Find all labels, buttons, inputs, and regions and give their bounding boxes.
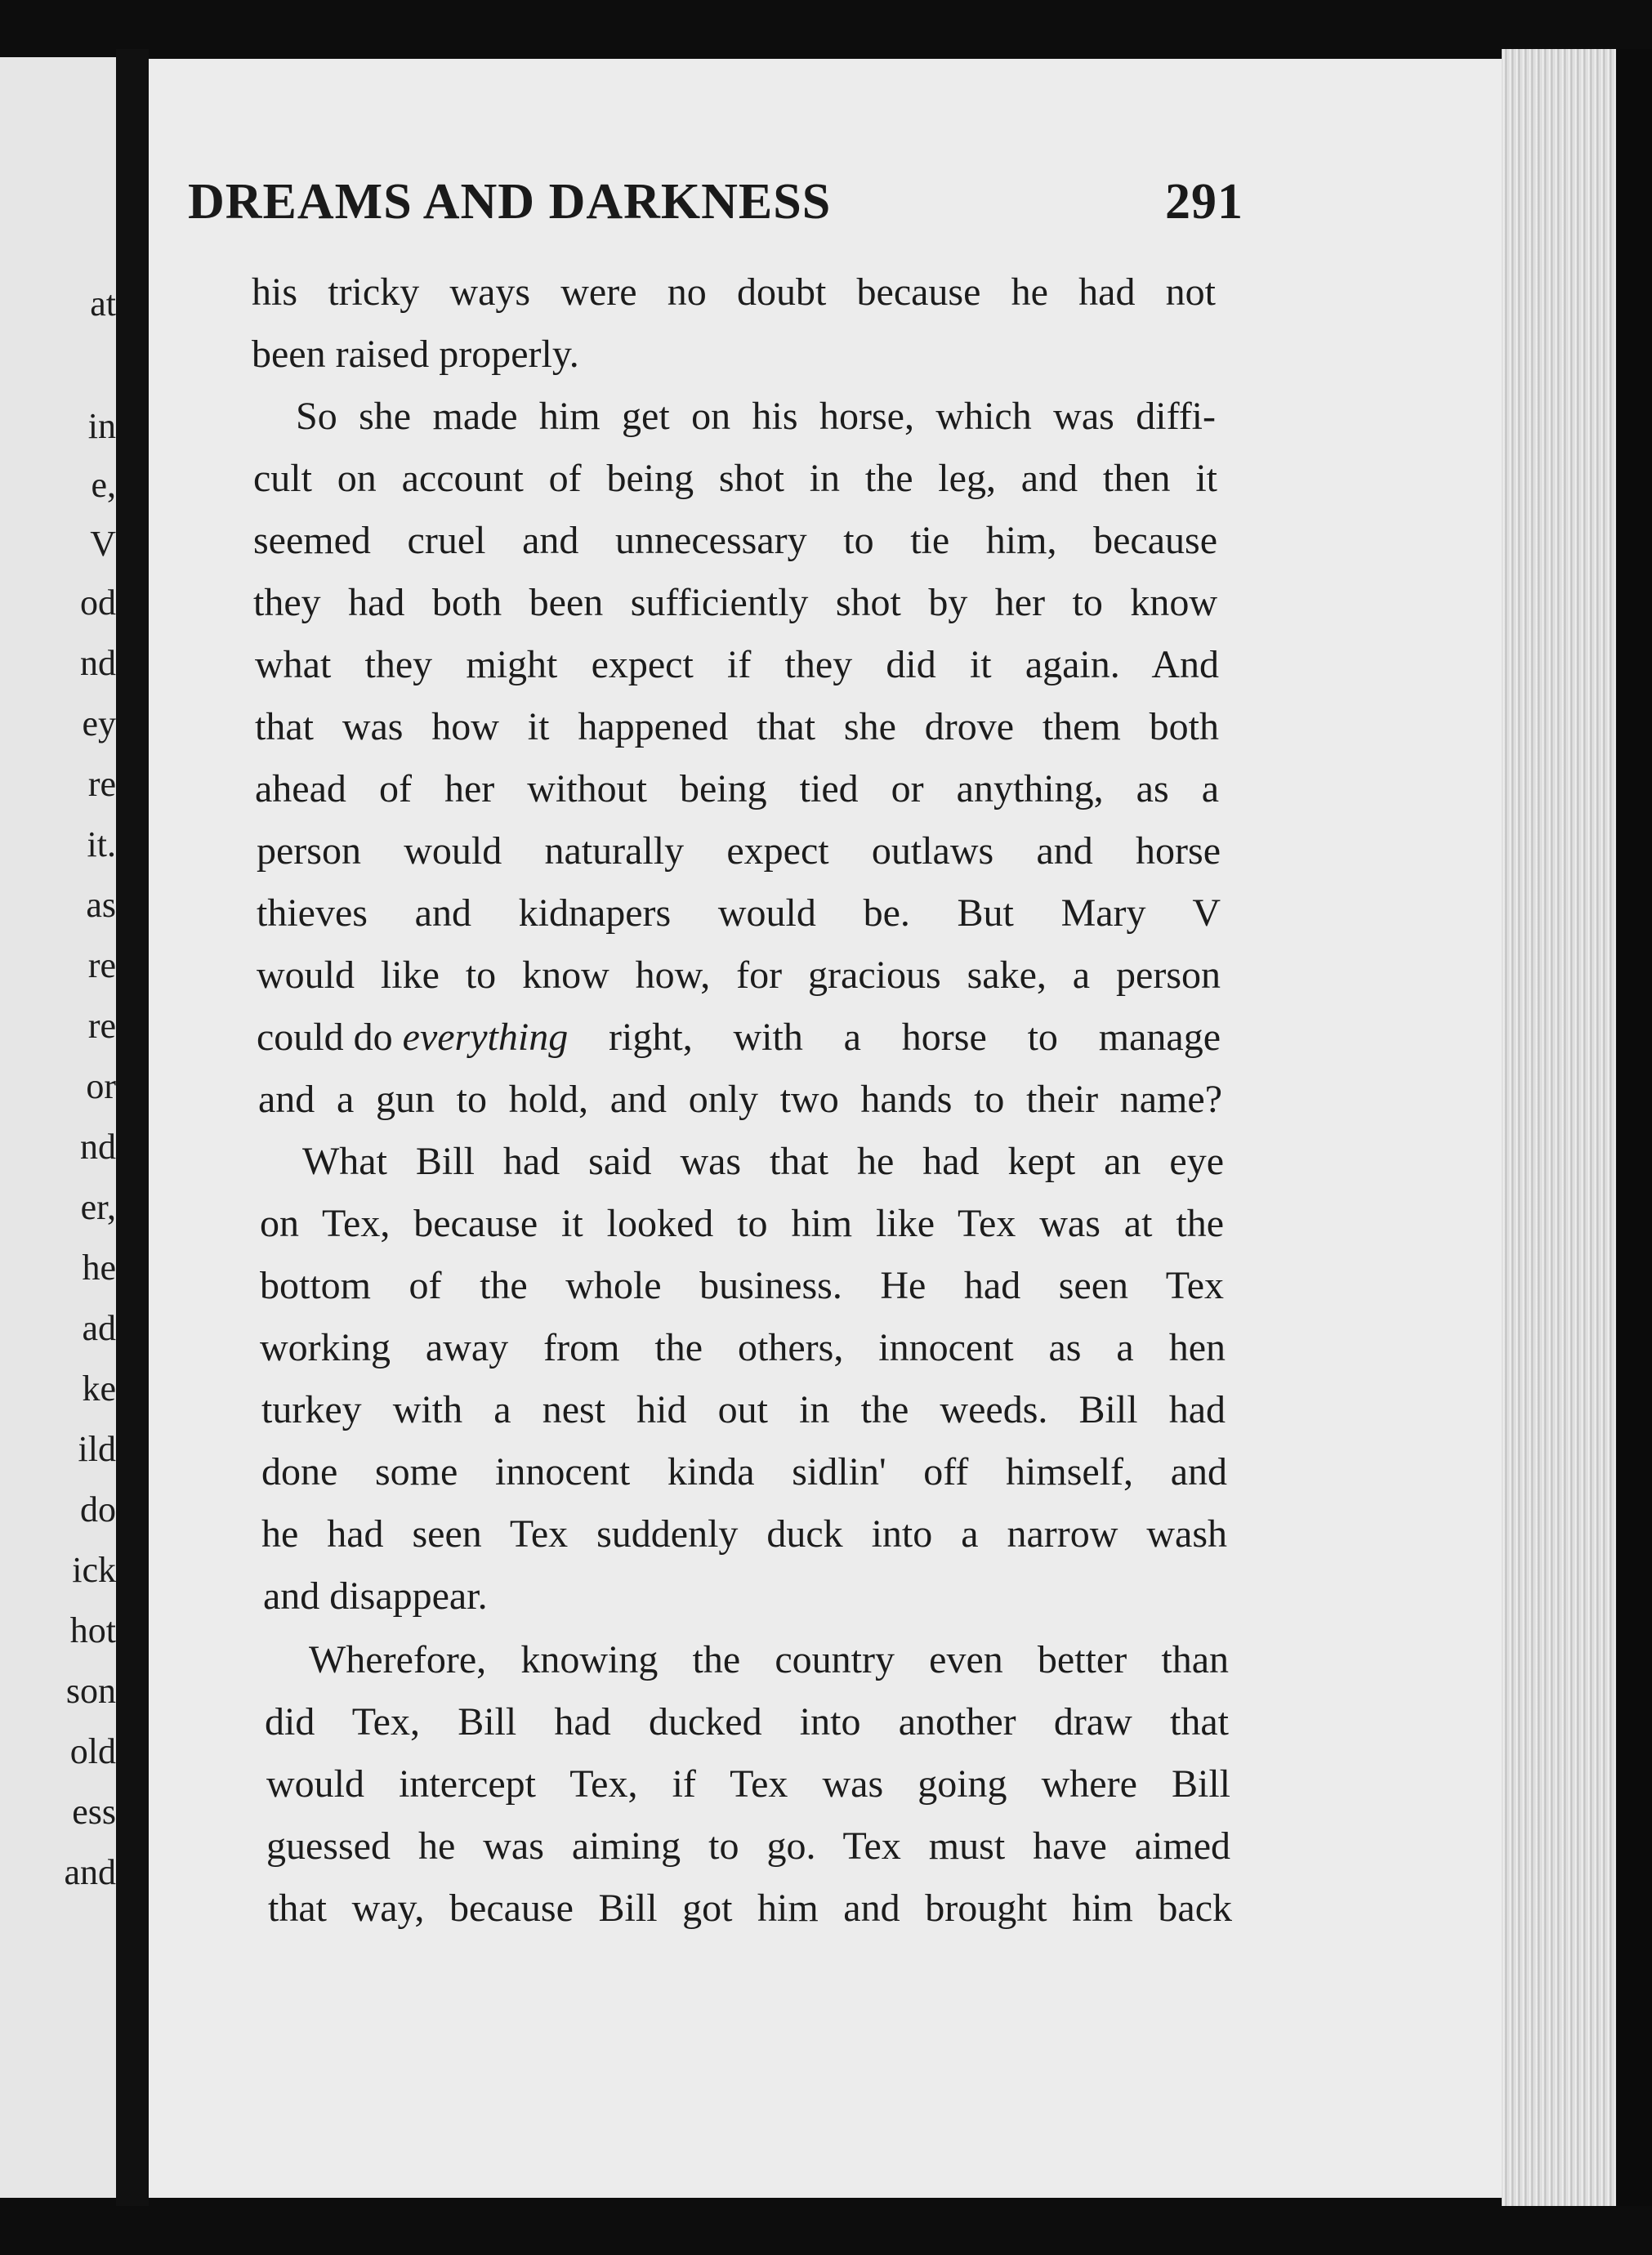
left-page-fragment: ey — [82, 703, 116, 743]
text-line: what they might expect if they did it again. And — [255, 643, 1219, 686]
text-line: would intercept Tex, if Tex was going where Bill — [266, 1762, 1230, 1806]
scan-border — [1616, 49, 1652, 2206]
text-segment: right, with a horse to manage — [568, 1016, 1221, 1059]
emphasized-word: everything — [402, 1016, 569, 1059]
running-header — [188, 173, 1243, 231]
text-line: he had seen Tex suddenly duck into a narrow wash — [261, 1512, 1227, 1556]
page-number: 291 — [1165, 174, 1243, 230]
left-page-fragment: old — [69, 1731, 116, 1771]
left-page-fragment: re — [87, 945, 116, 985]
text-line: bottom of the whole business. He had seen Tex — [260, 1264, 1224, 1307]
chapter-title: DREAMS AND DARKNESS — [188, 174, 832, 230]
text-line: done some innocent kinda sidlin' off himself, and — [261, 1450, 1227, 1494]
left-facing-page — [0, 57, 116, 2198]
left-page-fragment: hot — [69, 1610, 116, 1650]
left-page-fragment: do — [80, 1489, 116, 1529]
left-page-fragment: ick — [72, 1550, 116, 1590]
left-page-fragment: V — [90, 524, 116, 564]
text-line: person would naturally expect outlaws and horse — [257, 829, 1221, 873]
left-page-fragment: ild — [78, 1429, 116, 1469]
left-page-fragment: re — [87, 764, 116, 804]
left-page-fragment: nd — [80, 643, 116, 683]
text-line: So she made him get on his horse, which was diffi- — [296, 395, 1216, 438]
text-line: on Tex, because it looked to him like Tex was at the — [260, 1202, 1224, 1245]
text-line: cult on account of being shot in the leg, and then it — [253, 457, 1217, 500]
left-page-fragment: ess — [72, 1792, 116, 1832]
text-line: that way, because Bill got him and brought him back — [268, 1887, 1232, 1930]
left-page-fragment: nd — [80, 1127, 116, 1167]
text-line: thieves and kidnapers would be. But Mary V — [257, 891, 1221, 935]
text-line: and a gun to hold, and only two hands to their name? — [258, 1078, 1222, 1121]
left-page-fragment: or — [86, 1066, 116, 1106]
left-page-fragment: and — [64, 1852, 116, 1892]
left-page-fragment: son — [65, 1671, 116, 1711]
text-line: turkey with a nest hid out in the weeds. Bill had — [261, 1388, 1226, 1431]
text-line: Wherefore, knowing the country even better than — [309, 1638, 1229, 1681]
left-page-fragment: ke — [82, 1369, 116, 1409]
page-stack-edge — [1502, 49, 1616, 2206]
left-page-fragment: it. — [87, 824, 116, 864]
text-line: ahead of her without being tied or anything, as a — [255, 767, 1219, 810]
book-gutter — [116, 49, 149, 2206]
left-page-fragment: in — [87, 406, 116, 446]
left-page-fragment: er, — [80, 1187, 116, 1227]
text-line: his tricky ways were no doubt because he had not — [252, 270, 1216, 314]
text-line: would like to know how, for gracious sake, a person — [257, 953, 1221, 997]
left-page-fragment: e, — [91, 465, 116, 505]
text-line: What Bill had said was that he had kept an eye — [302, 1140, 1224, 1183]
text-line: did Tex, Bill had ducked into another draw that — [265, 1700, 1229, 1744]
left-page-fragment: as — [86, 885, 116, 925]
left-page-fragment: ad — [82, 1308, 116, 1348]
text-line — [257, 1018, 1221, 1057]
left-page-fragment: od — [80, 583, 116, 623]
text-line: that was how it happened that she drove them both — [255, 705, 1219, 748]
left-page-fragment: at — [90, 284, 116, 324]
text-line: they had both been sufficiently shot by her to know — [253, 581, 1217, 624]
left-page-fragment: re — [87, 1006, 116, 1046]
text-segment: could do — [257, 1016, 403, 1059]
text-line: seemed cruel and unnecessary to tie him, because — [253, 519, 1217, 562]
text-line: been raised properly. — [252, 333, 579, 376]
left-page-fragment: he — [82, 1248, 116, 1288]
text-line: working away from the others, innocent as a hen — [260, 1326, 1226, 1369]
book-page — [149, 59, 1502, 2198]
text-line: guessed he was aiming to go. Tex must have aimed — [266, 1824, 1230, 1868]
text-line: and disappear. — [263, 1574, 488, 1618]
